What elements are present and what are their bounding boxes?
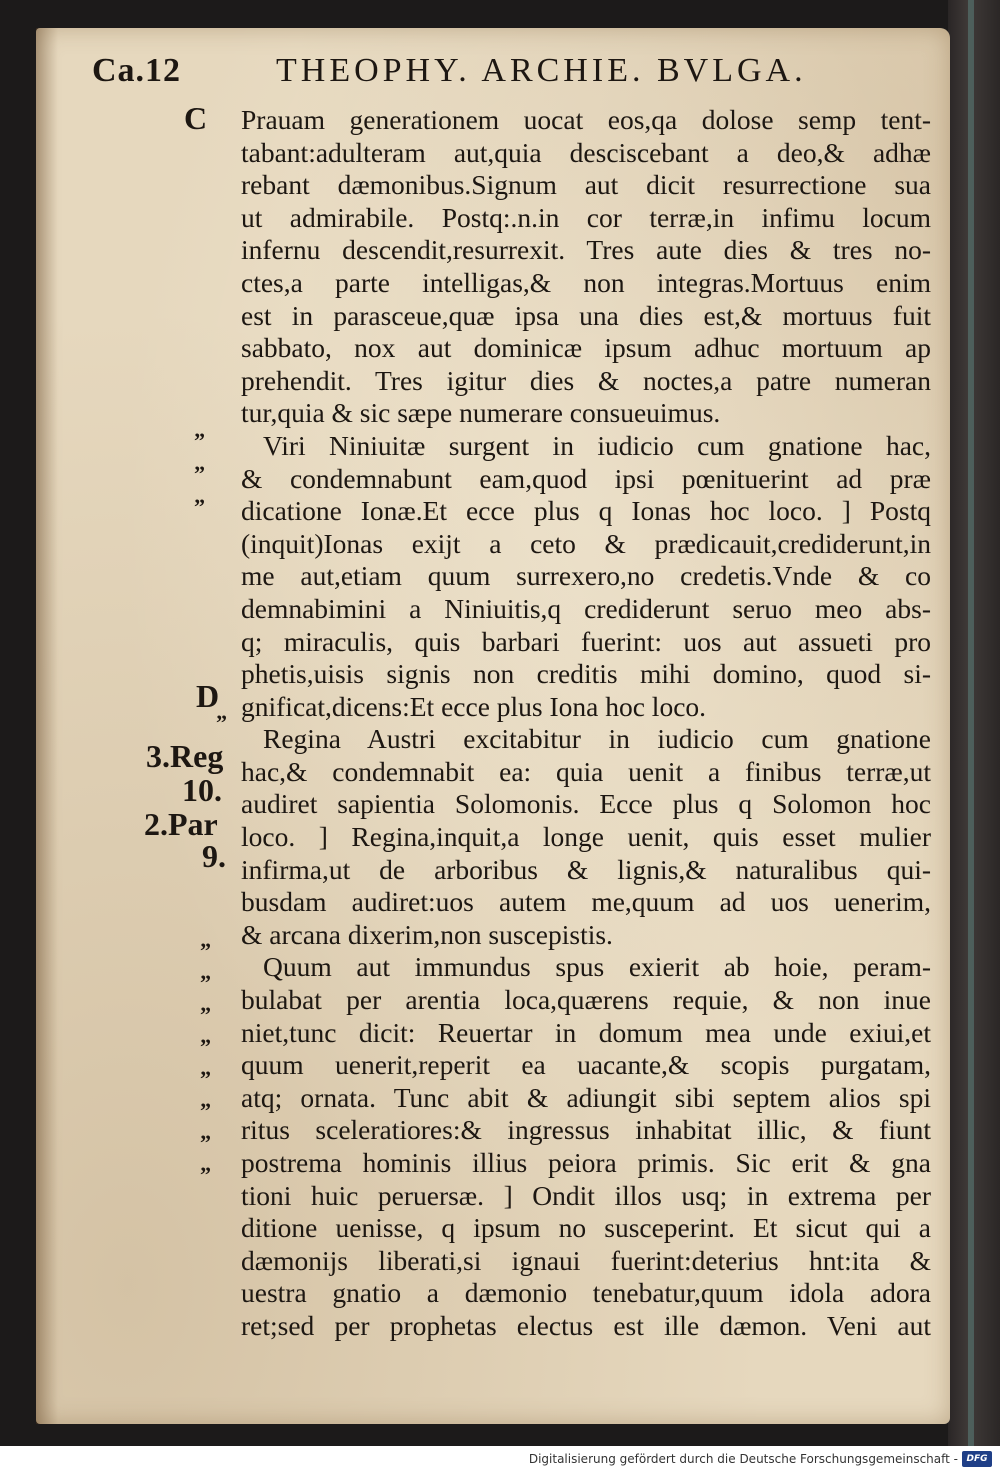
text-line: infirma,ut de arboribus & lignis,& naturalibus qui- [241,853,931,885]
text-line: demnabimini a Niniuitis,q crediderunt seruo meo abs- [241,592,931,624]
quote-mark: ” [200,1098,210,1123]
text-line: gnificat,dicens:Et ecce plus Iona hoc loco. [241,690,707,722]
quote-mark: ” [194,428,204,453]
text-line: ut admirabile. Postq:.n.in cor terræ,in infimu locum [241,201,931,233]
text-line: uestra gnatio a dæmonio tenebatur,quum idola adora [241,1277,931,1309]
text-line: (inquit)Ionas exijt a ceto & prædicauit,crediderunt,in [241,527,931,559]
margin-notes [120,100,236,1320]
text-line: ditione uenisse, q ipsum no susceperint. Et sicut qui a [241,1212,931,1244]
text-line: Viri Niniuitæ surgent in iudicio cum gnatione hac, [263,429,931,461]
ref-10: 10. [182,772,222,808]
text-line: tur,quia & sic sæpe numerare consueuimus. [241,397,721,429]
quote-mark: ” [216,710,226,735]
body-text [241,104,931,1343]
text-line: tioni huic peruersæ. ] Ondit illos usq; in extrema per [241,1179,931,1211]
quote-mark: ” [200,1130,210,1155]
ref-9: 9. [202,838,226,874]
text-line: phetis,uisis signis non creditis mihi domino, quod si- [241,658,931,690]
section-marker-d: D [196,678,220,714]
text-line: sabbato, nox aut dominicæ ipsum adhuc mortuum ap [241,332,931,364]
text-line: prehendit. Tres igitur dies & noctes,a patre numeran [241,364,931,396]
text-line: loco. ] Regina,inquit,a longe uenit, quis esset mulier [241,821,931,853]
text-line: q; miraculis, quis barbari fuerint: uos aut assueti pro [241,625,931,657]
funding-credit: Digitalisierung gefördert durch die Deutsche Forschungsgemeinschaft - [528,1452,958,1466]
cover-stripe [968,0,974,1446]
text-line: atq; ornata. Tunc abit & adiungit sibi septem alios spi [241,1081,931,1113]
ref-par: 2.Par [144,806,218,842]
quote-mark: ” [200,1034,210,1059]
text-line: ret;sed per prophetas electus est ille dæmon. Veni aut [241,1309,931,1341]
dfg-logo: DFG [962,1451,992,1467]
ref-reg: 3.Reg [146,738,224,774]
text-line: quum uenerit,reperit ea uacante,& scopis purgatam, [241,1049,931,1081]
text-line: Regina Austri excitabitur in iudicio cum gnatione [263,723,931,755]
text-line: postrema hominis illius peiora primis. Sic erit & gna [241,1147,931,1178]
quote-mark: ” [200,938,210,963]
text-line: me aut,etiam quum surrexero,no credetis.Vnde & co [241,560,931,592]
text-line: infernu descendit,resurrexit. Tres aute dies & tres no- [241,234,931,266]
quote-mark: ” [194,494,204,519]
text-line: tabant:adulteram aut,quia desciscebant a deo,& adhæ [241,136,931,168]
text-line: ctes,a parte intelligas,& non integras.Mortuus enim [241,266,931,298]
book-cover-edge [948,0,1000,1446]
chapter-label: Ca.12 [92,52,182,89]
text-line: Prauam generationem uocat eos,qa dolose semp tent- [241,104,931,135]
text-line: est in parasceue,quæ ipsa una dies est,& mortuus fuit [241,299,931,331]
text-line: hac,& condemnabit ea: quia uenit a finibus terræ,ut [241,755,931,787]
text-line: bulabat per arentia loca,quærens requie, & non inue [241,984,931,1016]
digitization-footer [0,1446,1000,1474]
quote-mark: ” [200,1066,210,1091]
text-line: & arcana dixerim,non suscepistis. [241,918,613,950]
quote-mark: ” [200,970,210,995]
quote-mark: ” [194,461,204,486]
quote-mark: ” [200,1162,210,1187]
text-line: audiret sapientia Solomonis. Ecce plus q Solomon hoc [241,788,931,820]
section-marker-c: C [184,100,208,136]
text-line: rebant dæmonibus.Signum aut dicit resurrectione sua [241,169,931,201]
text-line: ritus sceleratiores:& ingressus inhabitat illic, & fiunt [241,1114,931,1146]
quote-mark: ” [200,1002,210,1027]
text-line: Quum aut immundus spus exierit ab hoie, peram- [263,951,931,983]
text-line: & condemnabunt eam,quod ipsi pœnituerint ad præ [241,462,931,494]
text-line: dicatione Ionæ.Et ecce plus q Ionas hoc loco. ] Postq [241,495,931,527]
text-line: dæmonijs liberati,si ignaui fuerint:deterius hnt:ita & [241,1244,931,1276]
text-line: niet,tunc dicit: Reuertar in domum mea unde exiui,et [241,1016,931,1048]
text-line: busdam audiret:uos autem me,quum ad uos uenerim, [241,886,931,918]
gutter-shadow [36,28,58,1424]
running-title: THEOPHY. ARCHIE. BVLGA. [276,52,807,89]
running-header [92,52,852,102]
